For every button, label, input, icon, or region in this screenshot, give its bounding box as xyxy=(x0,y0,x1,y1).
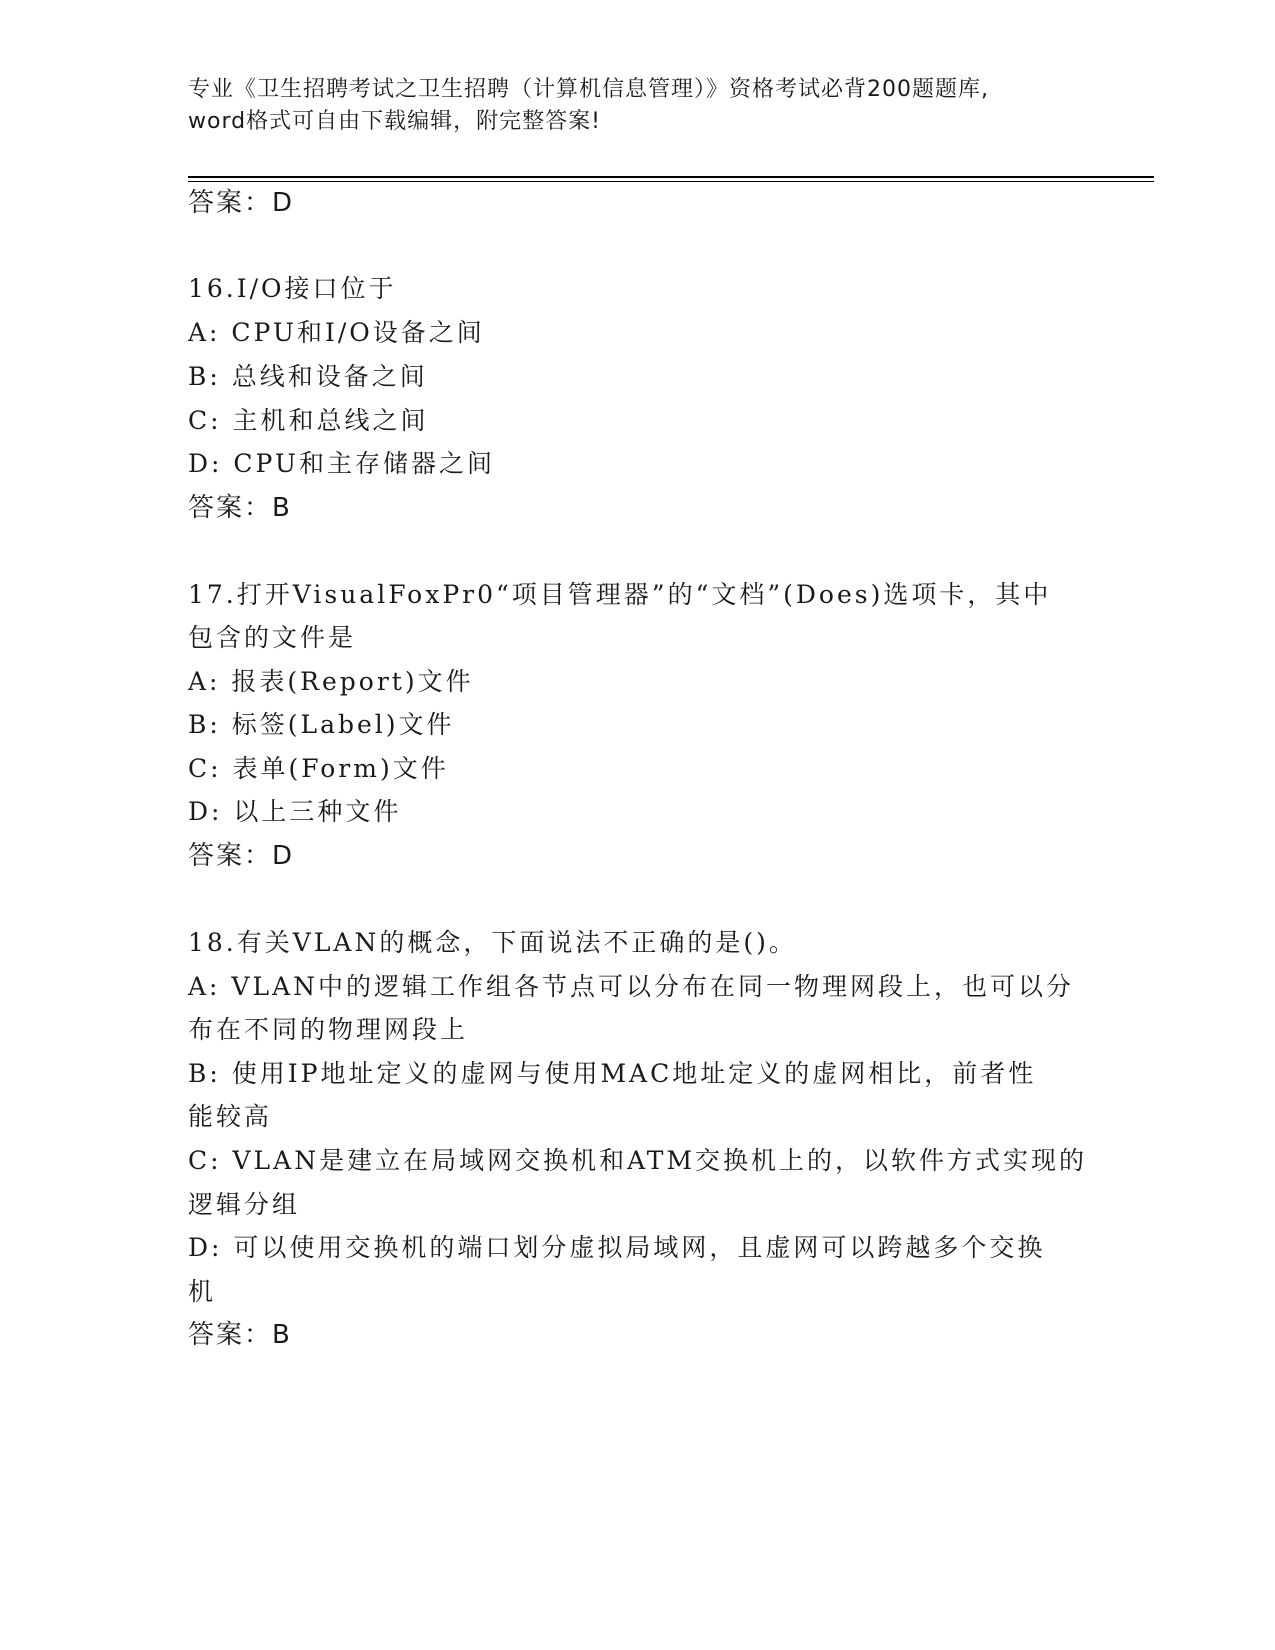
q18-option-b-line-1: B: 使用IP地址定义的虚网与使用MAC地址定义的虚网相比，前者性 xyxy=(188,1059,1037,1088)
q18-option-a-line-1: A: VLAN中的逻辑工作组各节点可以分布在同一物理网段上，也可以分 xyxy=(188,972,1075,1001)
q17-option-c: C: 表单(Form)文件 xyxy=(188,754,449,783)
q18-option-c-line-1: C: VLAN是建立在局域网交换机和ATM交换机上的，以软件方式实现的 xyxy=(188,1146,1088,1175)
page-header xyxy=(188,74,1088,138)
q16-option-a: A: CPU和I/O设备之间 xyxy=(188,318,485,347)
question-17-line-2: 包含的文件是 xyxy=(188,623,357,652)
q16-answer: 答案：B xyxy=(188,493,292,523)
q17-option-b: B: 标签(Label)文件 xyxy=(188,710,455,739)
q16-option-b: B: 总线和设备之间 xyxy=(188,362,428,391)
q17-option-d: D: 以上三种文件 xyxy=(188,797,402,826)
q17-option-a: A: 报表(Report)文件 xyxy=(188,667,474,696)
q17-answer: 答案：D xyxy=(188,841,295,871)
q18-option-d-line-2: 机 xyxy=(188,1277,217,1306)
q18-option-a-line-2: 布在不同的物理网段上 xyxy=(188,1015,469,1044)
header-rule-thick xyxy=(188,176,1154,178)
q16-option-c: C: 主机和总线之间 xyxy=(188,406,429,435)
q18-answer: 答案：B xyxy=(188,1320,292,1350)
header-rule-thin xyxy=(188,181,1154,182)
q16-option-d: D: CPU和主存储器之间 xyxy=(188,449,495,478)
q18-option-c-line-2: 逻辑分组 xyxy=(188,1190,301,1219)
q18-option-b-line-2: 能较高 xyxy=(188,1102,273,1131)
question-18: 18.有关VLAN的概念，下面说法不正确的是()。 xyxy=(188,928,797,957)
previous-answer: 答案：D xyxy=(188,188,295,218)
header-line-2: word格式可自由下载编辑，附完整答案! xyxy=(188,109,601,134)
question-17-line-1: 17.打开VisualFoxPr0“项目管理器”的“文档”(Does)选项卡，其中 xyxy=(188,580,1052,609)
header-line-1: 专业《卫生招聘考试之卫生招聘（计算机信息管理）》资格考试必背200题题库, xyxy=(188,77,989,102)
q18-option-d-line-1: D: 可以使用交换机的端口划分虚拟局域网，且虚网可以跨越多个交换 xyxy=(188,1233,1046,1262)
question-16: 16.I/O接口位于 xyxy=(188,274,397,303)
